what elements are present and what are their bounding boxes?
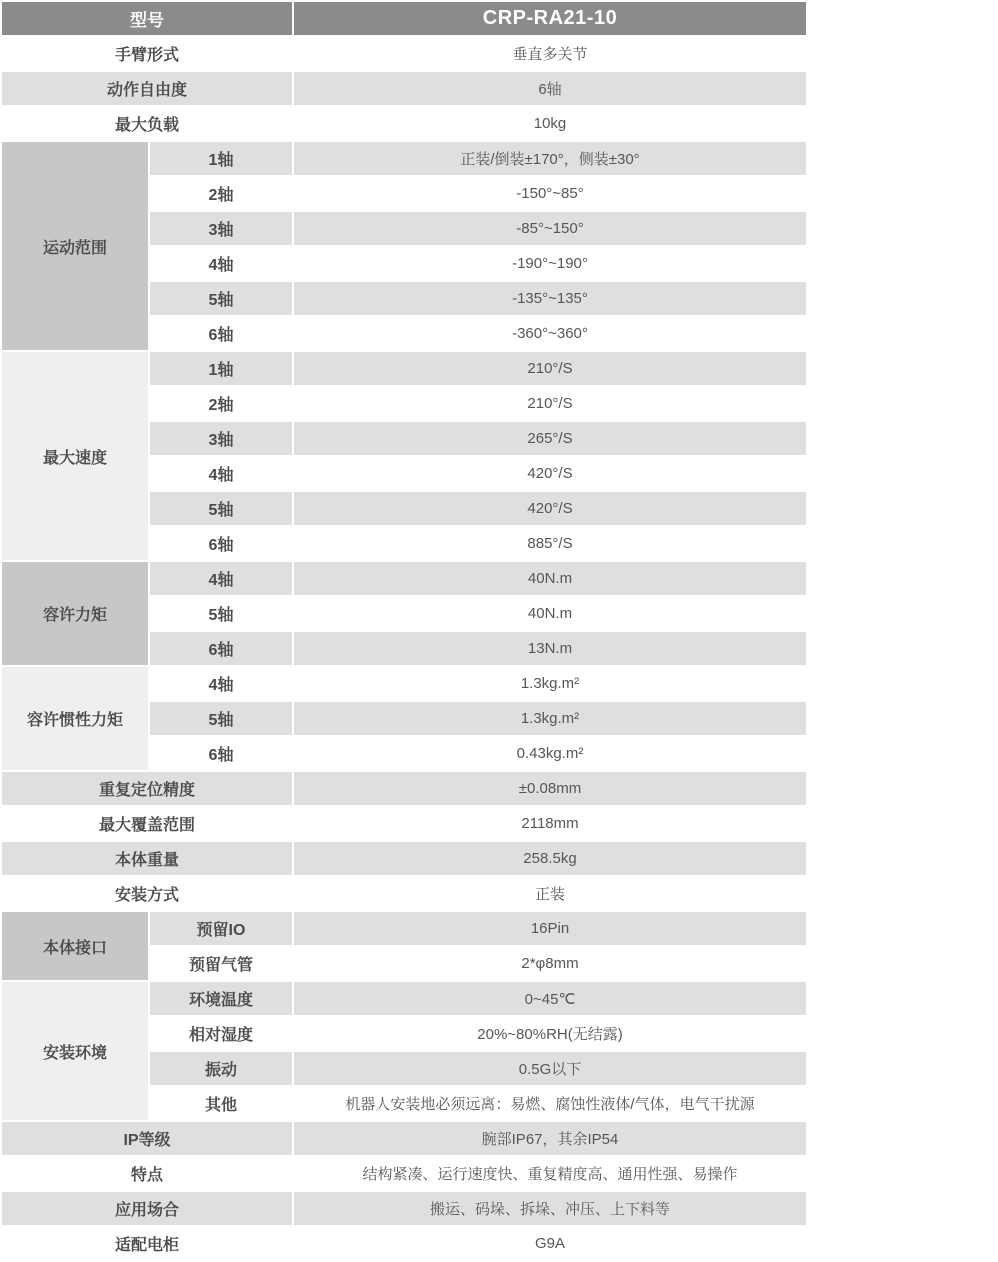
table-row (2, 142, 806, 175)
group-label: 容许惯性力矩 (2, 667, 148, 770)
spec-value: -85°~150° (294, 212, 806, 245)
table-row (2, 842, 806, 875)
sub-label: 预留IO (150, 912, 292, 945)
axis-label: 5轴 (150, 702, 292, 735)
row-label: 适配电柜 (2, 1227, 292, 1260)
axis-label: 5轴 (150, 492, 292, 525)
spec-value: 40N.m (294, 597, 806, 630)
group-label: 安装环境 (2, 982, 148, 1120)
spec-value: 结构紧凑、运行速度快、重复精度高、通用性强、易操作 (294, 1157, 806, 1190)
axis-label: 3轴 (150, 212, 292, 245)
table-row (2, 1157, 806, 1190)
row-label: 最大负载 (2, 107, 292, 140)
spec-value: 1.3kg.m² (294, 667, 806, 700)
spec-value: -150°~85° (294, 177, 806, 210)
table-row (2, 982, 806, 1015)
spec-value: -135°~135° (294, 282, 806, 315)
spec-value: G9A (294, 1227, 806, 1260)
axis-label: 4轴 (150, 247, 292, 280)
table-row (2, 562, 806, 595)
axis-label: 4轴 (150, 457, 292, 490)
spec-value: 正装/倒装±170°，侧装±30° (294, 142, 806, 175)
row-label: 安装方式 (2, 877, 292, 910)
row-label: 特点 (2, 1157, 292, 1190)
axis-label: 1轴 (150, 352, 292, 385)
group-label: 最大速度 (2, 352, 148, 560)
row-label: 应用场合 (2, 1192, 292, 1225)
axis-label: 6轴 (150, 527, 292, 560)
spec-value: 机器人安装地必须远离：易燃、腐蚀性液体/气体，电气干扰源 (294, 1087, 806, 1120)
axis-label: 1轴 (150, 142, 292, 175)
axis-label: 2轴 (150, 387, 292, 420)
row-label: IP等级 (2, 1122, 292, 1155)
sub-label: 振动 (150, 1052, 292, 1085)
sub-label: 相对湿度 (150, 1017, 292, 1050)
axis-label: 4轴 (150, 562, 292, 595)
spec-value: 0~45℃ (294, 982, 806, 1015)
axis-label: 6轴 (150, 632, 292, 665)
spec-value: 6轴 (294, 72, 806, 105)
spec-value: 10kg (294, 107, 806, 140)
spec-value: 885°/S (294, 527, 806, 560)
sub-label: 其他 (150, 1087, 292, 1120)
model-value: CRP-RA21-10 (294, 2, 806, 35)
spec-value: 垂直多关节 (294, 37, 806, 70)
axis-label: 2轴 (150, 177, 292, 210)
spec-value: 265°/S (294, 422, 806, 455)
spec-value: 40N.m (294, 562, 806, 595)
sub-label: 环境温度 (150, 982, 292, 1015)
group-label: 运动范围 (2, 142, 148, 350)
row-label: 本体重量 (2, 842, 292, 875)
spec-value: -360°~360° (294, 317, 806, 350)
row-label: 最大覆盖范围 (2, 807, 292, 840)
row-label: 重复定位精度 (2, 772, 292, 805)
spec-value: 0.43kg.m² (294, 737, 806, 770)
spec-value: 258.5kg (294, 842, 806, 875)
spec-value: 13N.m (294, 632, 806, 665)
spec-value: 腕部IP67，其余IP54 (294, 1122, 806, 1155)
spec-value: 0.5G以下 (294, 1052, 806, 1085)
group-label: 容许力矩 (2, 562, 148, 665)
spec-value: 正装 (294, 877, 806, 910)
table-header-row (2, 2, 806, 35)
axis-label: 5轴 (150, 597, 292, 630)
spec-value: 搬运、码垛、拆垛、冲压、上下料等 (294, 1192, 806, 1225)
table-row (2, 352, 806, 385)
row-label: 手臂形式 (2, 37, 292, 70)
group-label: 本体接口 (2, 912, 148, 980)
spec-value: -190°~190° (294, 247, 806, 280)
table-row (2, 912, 806, 945)
row-label: 动作自由度 (2, 72, 292, 105)
spec-value: 1.3kg.m² (294, 702, 806, 735)
spec-value: 420°/S (294, 457, 806, 490)
spec-value: 16Pin (294, 912, 806, 945)
table-row (2, 667, 806, 700)
sub-label: 预留气管 (150, 947, 292, 980)
table-row (2, 877, 806, 910)
spec-value: 20%~80%RH(无结露) (294, 1017, 806, 1050)
table-row (2, 1227, 806, 1260)
spec-value: 210°/S (294, 352, 806, 385)
spec-value: 2118mm (294, 807, 806, 840)
axis-label: 6轴 (150, 317, 292, 350)
table-row (2, 72, 806, 105)
axis-label: 5轴 (150, 282, 292, 315)
spec-value: 420°/S (294, 492, 806, 525)
table-row (2, 772, 806, 805)
table-row (2, 1122, 806, 1155)
axis-label: 3轴 (150, 422, 292, 455)
spec-value: 2*φ8mm (294, 947, 806, 980)
axis-label: 4轴 (150, 667, 292, 700)
model-label: 型号 (2, 2, 292, 35)
spec-value: ±0.08mm (294, 772, 806, 805)
table-row (2, 1192, 806, 1225)
table-row (2, 807, 806, 840)
table-row (2, 37, 806, 70)
axis-label: 6轴 (150, 737, 292, 770)
table-row (2, 107, 806, 140)
spec-value: 210°/S (294, 387, 806, 420)
